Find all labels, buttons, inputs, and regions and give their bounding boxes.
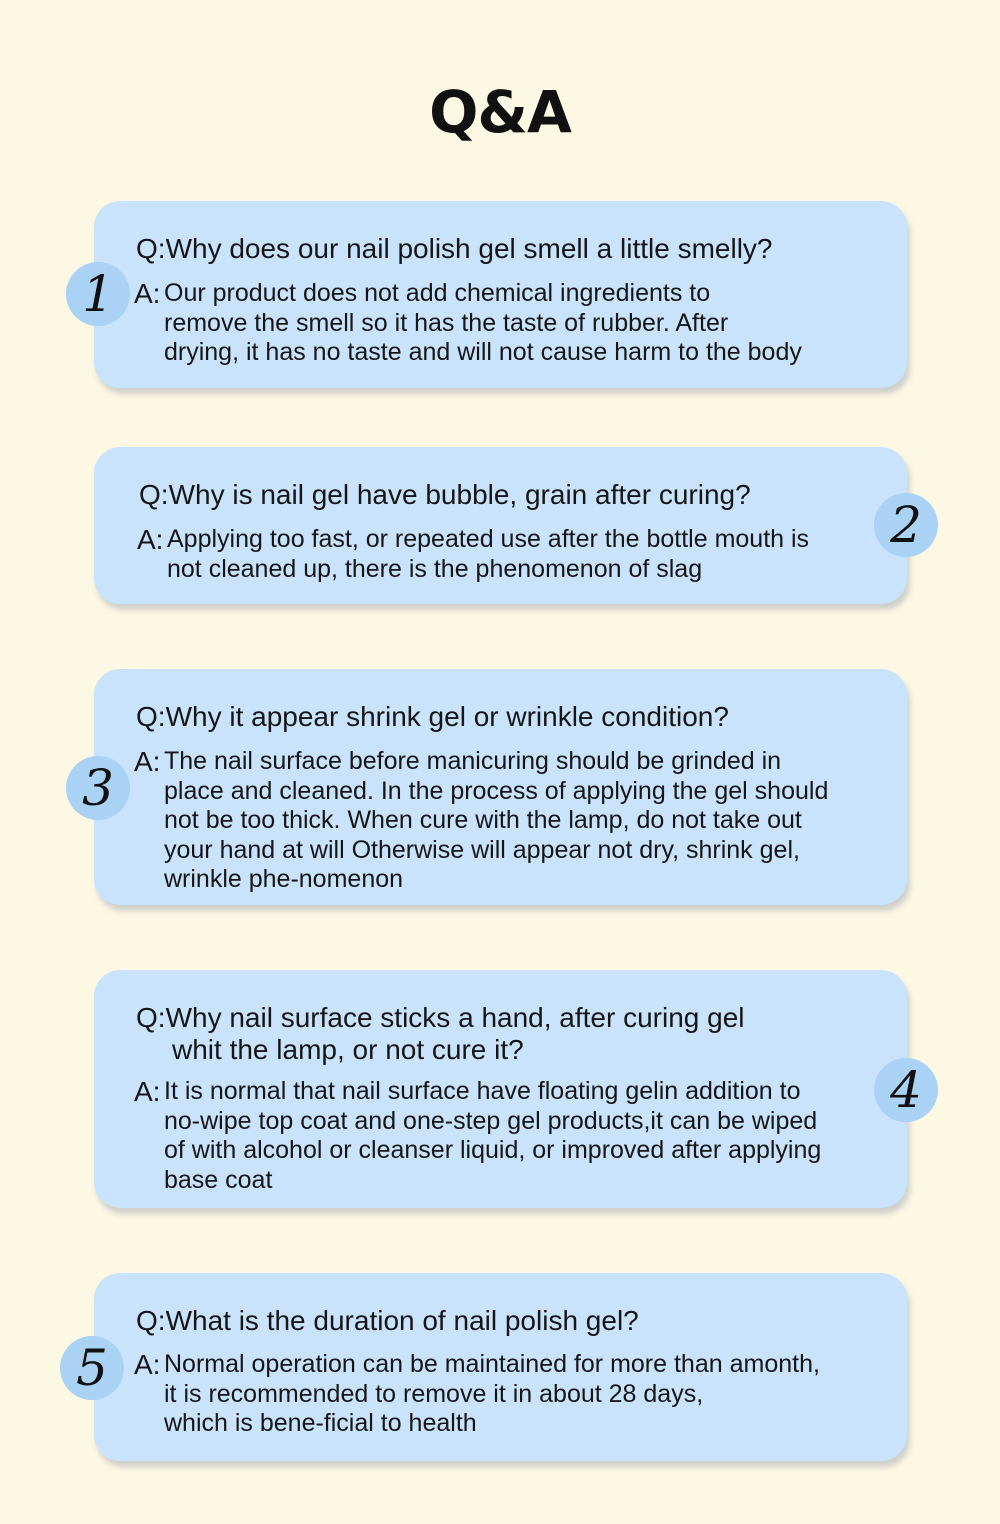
number-badge-2: 2 xyxy=(874,493,938,557)
answer-text: A: It is normal that nail surface have floating gelin addition to no-wipe top coat and one-step gel products,it can be wiped of with alcohol or cleanser liquid, or improved after applying base coat xyxy=(134,1076,822,1194)
question-text: Q:Why nail surface sticks a hand, after curing gel whit the lamp, or not cure it? xyxy=(136,1002,745,1065)
answer-text: A: Normal operation can be maintained for more than amonth, it is recommended to remove it in about 28 days, which is bene-ficial to health xyxy=(134,1349,820,1437)
qa-card-3 xyxy=(94,669,907,905)
number-badge-1: 1 xyxy=(66,262,130,326)
answer-text: A: Applying too fast, or repeated use after the bottle mouth is not cleaned up, there is the phenomenon of slag xyxy=(137,524,810,583)
number-badge-4: 4 xyxy=(874,1058,938,1122)
qa-card-2 xyxy=(94,447,907,604)
question-text: Q:What is the duration of nail polish gel? xyxy=(136,1305,639,1336)
answer-text: A: Our product does not add chemical ingredients to remove the smell so it has the taste of rubber. After drying, it has no taste and will not cause harm to the body xyxy=(134,278,802,366)
question-text: Q:Why is nail gel have bubble, grain after curing? xyxy=(139,479,751,510)
question-text: Q:Why it appear shrink gel or wrinkle condition? xyxy=(136,701,729,732)
page-title: Q&A xyxy=(429,78,571,146)
number-badge-5: 5 xyxy=(60,1336,124,1400)
question-text: Q:Why does our nail polish gel smell a little smelly? xyxy=(136,233,773,264)
qa-card-4 xyxy=(94,970,907,1208)
number-badge-3: 3 xyxy=(66,756,130,820)
answer-text: A: The nail surface before manicuring should be grinded in place and cleaned. In the process of applying the gel should not be too thick. When cure with the lamp, do not take out your hand at will Otherwise will appear not dry, shrink gel, wrinkle phe-nomenon xyxy=(134,746,829,893)
qa-card-1 xyxy=(94,201,907,388)
qa-card-5 xyxy=(94,1273,907,1461)
